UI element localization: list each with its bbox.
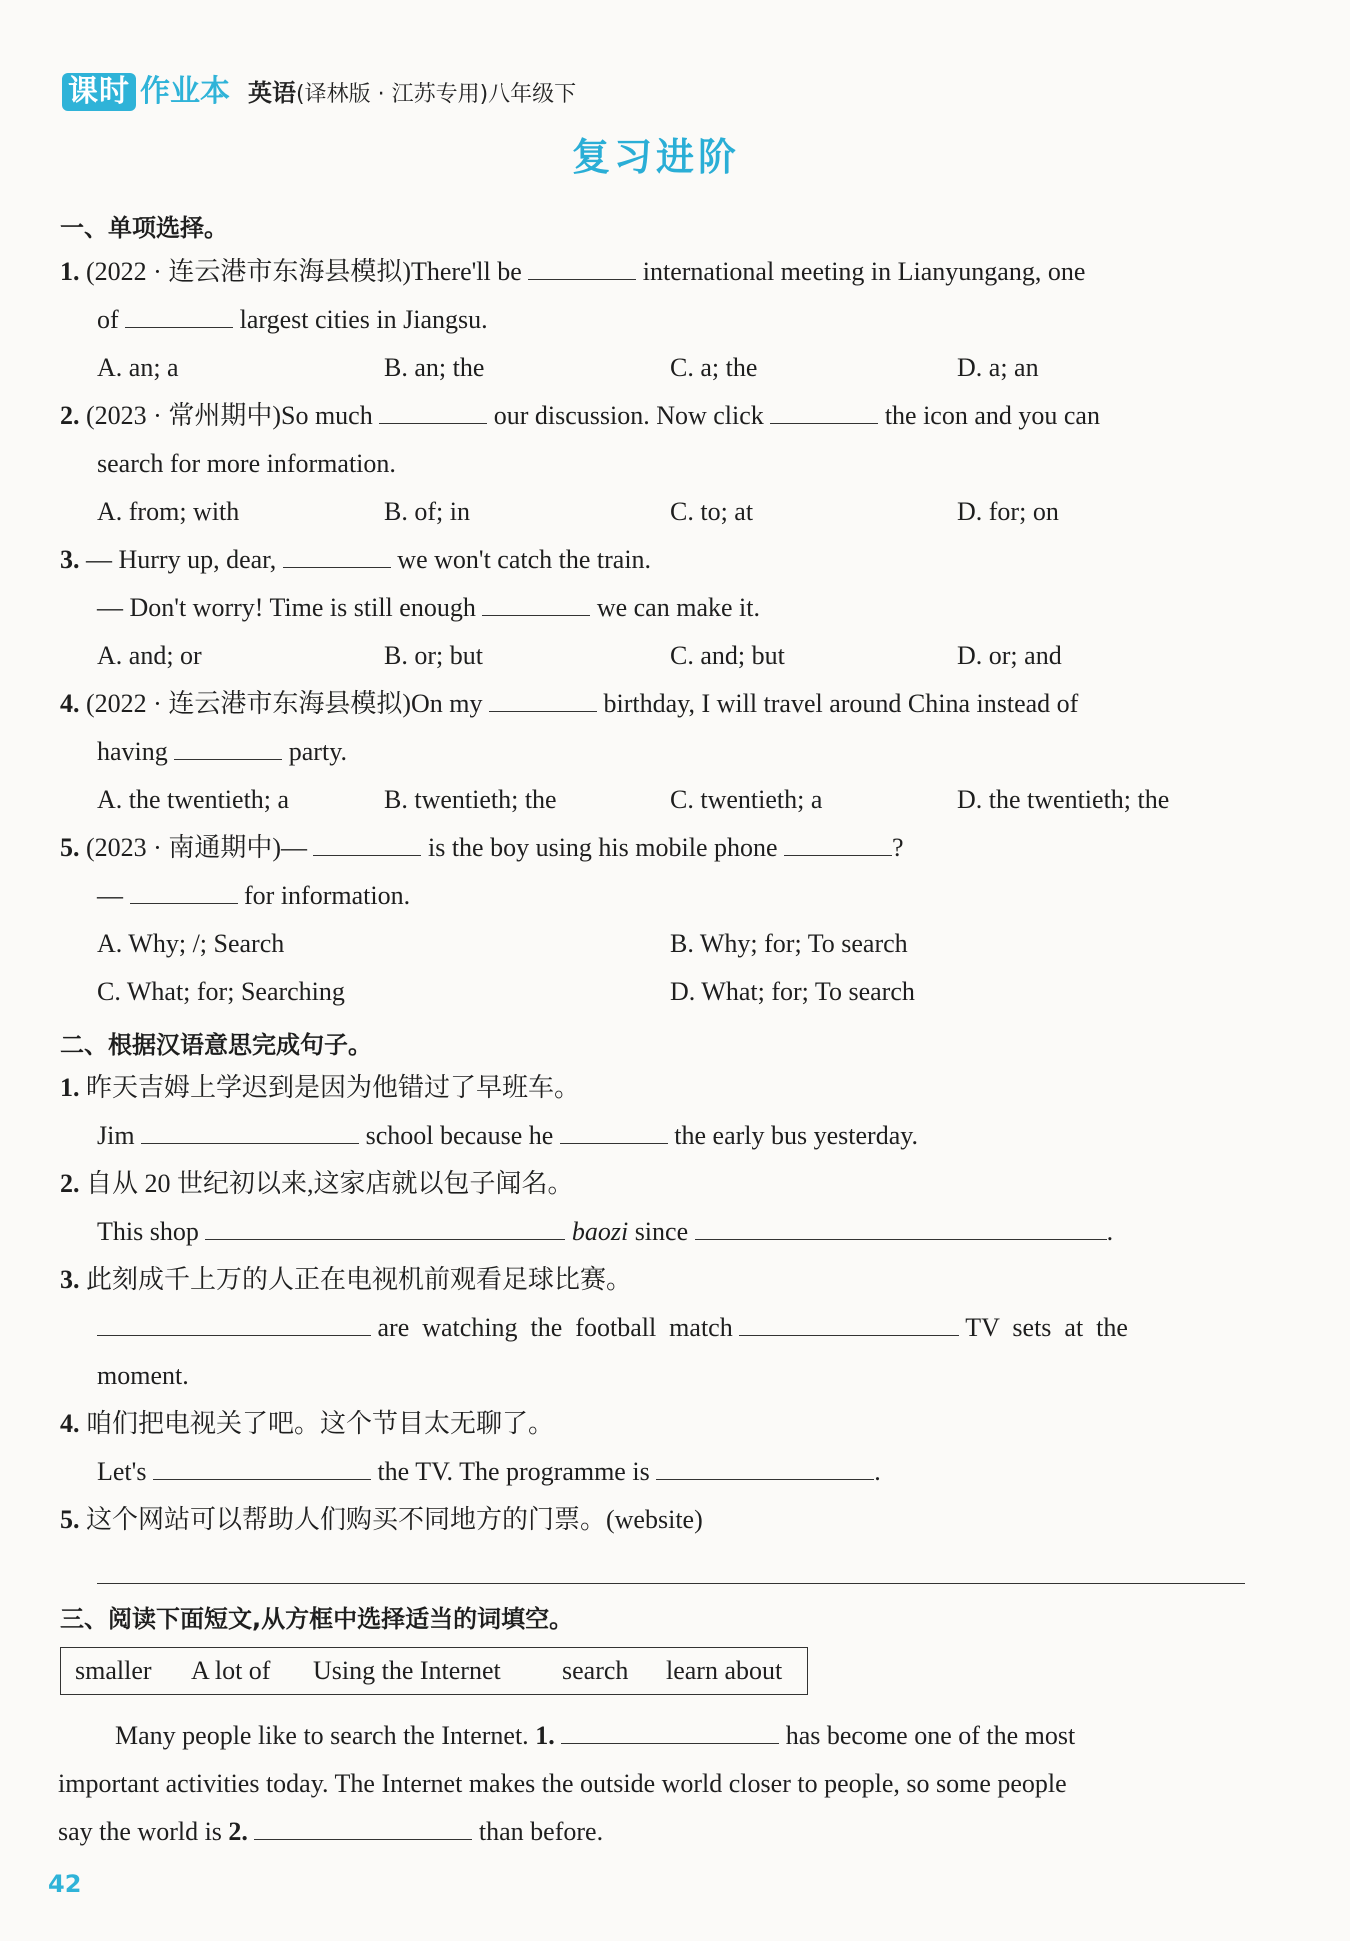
q5-text-b: is the boy using his mobile phone <box>427 833 778 862</box>
s2-item2-blank-2[interactable] <box>695 1217 1107 1240</box>
q4-text-d: party. <box>288 737 347 766</box>
s2-item5-chinese: 这个网站可以帮助人们购买不同地方的门票。(website) <box>86 1505 703 1534</box>
s2-item3-blank-1[interactable] <box>97 1313 371 1336</box>
s2-item2-text-c: since <box>634 1217 689 1246</box>
q4-blank-2[interactable] <box>174 737 282 760</box>
q1-option-d[interactable]: D. a; an <box>957 353 1039 382</box>
passage-blank1-number: 1. <box>535 1721 555 1750</box>
q3-text-b: we won't catch the train. <box>397 545 652 574</box>
q5-line1 <box>60 833 904 863</box>
s2-item5-number: 5. <box>60 1505 80 1534</box>
s2-item2-number: 2. <box>60 1169 80 1198</box>
q1-option-b[interactable]: B. an; the <box>384 353 485 382</box>
passage-blank2-number: 2. <box>228 1817 248 1846</box>
q3-option-b[interactable]: B. or; but <box>384 641 483 670</box>
s2-item1-number: 1. <box>60 1073 80 1102</box>
passage-text-b: has become one of the most <box>785 1721 1076 1750</box>
q2-blank-2[interactable] <box>770 401 878 424</box>
q4-option-c[interactable]: C. twentieth; a <box>670 785 823 814</box>
q5-blank-3[interactable] <box>130 881 238 904</box>
passage-line2: important activities today. The Internet makes the outside world closer to people, so some people <box>58 1769 1067 1798</box>
q3-text-d: we can make it. <box>596 593 760 622</box>
q5-blank-1[interactable] <box>313 833 421 856</box>
q2-option-a[interactable]: A. from; with <box>97 497 240 526</box>
q1-text-a: There'll be <box>410 257 522 286</box>
q5-text-a: — <box>280 833 307 862</box>
q1-source: (2022 · 连云港市东海县模拟) <box>86 257 411 286</box>
word-box <box>60 1647 808 1695</box>
passage-text-a: Many people like to search the Internet. <box>115 1721 529 1750</box>
s2-item4-cn <box>60 1409 554 1439</box>
logo-badge: 课时 <box>62 73 136 111</box>
s2-item4-text-a: Let's <box>97 1457 147 1486</box>
header <box>62 66 576 111</box>
passage-blank-2[interactable] <box>254 1817 472 1840</box>
q3-line2 <box>97 593 760 623</box>
logo-text: 作业本 <box>140 74 230 109</box>
s2-item1-text-a: Jim <box>97 1121 135 1150</box>
section3-heading: 三、阅读下面短文,从方框中选择适当的词填空。 <box>60 1605 574 1633</box>
s2-item2-text-a: This shop <box>97 1217 199 1246</box>
s2-item3-text-b: TV sets at the <box>965 1313 1128 1342</box>
q3-option-d[interactable]: D. or; and <box>957 641 1062 670</box>
q5-source: (2023 · 南通期中) <box>86 833 281 862</box>
s2-item2-en <box>97 1217 1113 1247</box>
q1-text-b: international meeting in Lianyungang, one <box>642 257 1086 286</box>
q1-blank-2[interactable] <box>125 305 233 328</box>
q1-number: 1. <box>60 257 80 286</box>
page-title: 复习进阶 <box>572 134 741 179</box>
q5-blank-2[interactable] <box>784 833 892 856</box>
q2-text-b: our discussion. Now click <box>493 401 764 430</box>
q2-line2: search for more information. <box>97 449 396 478</box>
q1-option-a[interactable]: A. an; a <box>97 353 179 382</box>
s2-item2-text-d: . <box>1106 1217 1114 1246</box>
s2-item3-en <box>97 1313 1128 1343</box>
s2-item1-text-c: the early bus yesterday. <box>674 1121 919 1150</box>
section1-heading: 一、单项选择。 <box>60 214 228 242</box>
q4-source: (2022 · 连云港市东海县模拟) <box>86 689 411 718</box>
q4-option-b[interactable]: B. twentieth; the <box>384 785 557 814</box>
q3-text-c: — Don't worry! Time is still enough <box>97 593 476 622</box>
word-box-item: Using the Internet <box>313 1656 501 1685</box>
s2-item1-blank-2[interactable] <box>560 1121 668 1144</box>
q5-option-b[interactable]: B. Why; for; To search <box>670 929 908 958</box>
q5-option-a[interactable]: A. Why; /; Search <box>97 929 285 958</box>
s2-item1-text-b: school because he <box>365 1121 554 1150</box>
word-box-item: learn about <box>666 1656 783 1685</box>
q2-option-d[interactable]: D. for; on <box>957 497 1059 526</box>
q3-text-a: — Hurry up, dear, <box>86 545 277 574</box>
passage-line1 <box>115 1721 1075 1751</box>
s2-item4-en <box>97 1457 881 1487</box>
page-number: 42 <box>48 1870 82 1898</box>
s2-item3-en-line2: moment. <box>97 1361 189 1390</box>
q5-text-d: — <box>97 881 123 910</box>
q2-source: (2023 · 常州期中) <box>86 401 281 430</box>
q5-line2 <box>97 881 410 911</box>
s2-item3-text-a: are watching the football match <box>377 1313 733 1342</box>
q3-option-c[interactable]: C. and; but <box>670 641 785 670</box>
q1-line1 <box>60 257 1085 287</box>
q4-blank-1[interactable] <box>489 689 597 712</box>
q4-line1 <box>60 689 1078 719</box>
passage-text-d: than before. <box>478 1817 604 1846</box>
q5-text-e: for information. <box>244 881 411 910</box>
s2-item2-chinese: 自从 20 世纪初以来,这家店就以包子闻名。 <box>86 1169 574 1198</box>
q2-number: 2. <box>60 401 80 430</box>
s2-item1-chinese: 昨天吉姆上学迟到是因为他错过了早班车。 <box>86 1073 581 1102</box>
q5-option-d[interactable]: D. What; for; To search <box>670 977 915 1006</box>
passage-text-c: say the world is <box>58 1817 222 1846</box>
q1-line2 <box>97 305 488 335</box>
s2-item3-number: 3. <box>60 1265 80 1294</box>
q2-line1 <box>60 401 1100 431</box>
q1-text-c: of <box>97 305 119 334</box>
s2-item4-text-b: the TV. The programme is <box>377 1457 650 1486</box>
s2-item1-cn <box>60 1073 580 1103</box>
s2-item3-cn <box>60 1265 632 1295</box>
s2-item4-blank-2[interactable] <box>656 1457 874 1480</box>
word-box-item: smaller <box>75 1656 152 1685</box>
q4-text-b: birthday, I will travel around China instead of <box>603 689 1079 718</box>
q3-option-a[interactable]: A. and; or <box>97 641 202 670</box>
q2-text-c: the icon and you can <box>884 401 1100 430</box>
s2-item3-blank-2[interactable] <box>739 1313 959 1336</box>
s2-item1-en <box>97 1121 918 1151</box>
word-box-item: A lot of <box>191 1656 271 1685</box>
s2-item4-text-c: . <box>874 1457 881 1486</box>
s2-item1-blank-1[interactable] <box>141 1121 359 1144</box>
q3-line1 <box>60 545 651 575</box>
passage-line3 <box>58 1817 603 1847</box>
q2-blank-1[interactable] <box>379 401 487 424</box>
q2-option-c[interactable]: C. to; at <box>670 497 754 526</box>
q1-option-c[interactable]: C. a; the <box>670 353 758 382</box>
s2-item3-chinese: 此刻成千上万的人正在电视机前观看足球比赛。 <box>86 1265 633 1294</box>
passage-blank-1[interactable] <box>561 1721 779 1744</box>
s2-item4-blank-1[interactable] <box>153 1457 371 1480</box>
q5-text-c: ? <box>892 833 904 862</box>
q2-text-a: So much <box>280 401 373 430</box>
q5-number: 5. <box>60 833 80 862</box>
q4-option-a[interactable]: A. the twentieth; a <box>97 785 290 814</box>
q1-text-d: largest cities in Jiangsu. <box>239 305 488 334</box>
q4-option-d[interactable]: D. the twentieth; the <box>957 785 1170 814</box>
s2-item5-cn <box>60 1505 703 1535</box>
s2-item4-chinese: 咱们把电视关了吧。这个节目太无聊了。 <box>86 1409 555 1438</box>
q4-number: 4. <box>60 689 80 718</box>
q4-line2 <box>97 737 347 767</box>
section2-heading: 二、根据汉语意思完成句子。 <box>60 1031 372 1059</box>
word-box-item: search <box>562 1656 629 1685</box>
q2-option-b[interactable]: B. of; in <box>384 497 470 526</box>
s2-item4-number: 4. <box>60 1409 80 1438</box>
q1-blank-1[interactable] <box>528 257 636 280</box>
q3-blank-1[interactable] <box>283 545 391 568</box>
s2-item2-text-b: baozi <box>571 1217 629 1246</box>
subject-detail: (译林版 · 江苏专用)八年级下 <box>296 82 577 107</box>
s2-item5-answer-line[interactable] <box>97 1583 1245 1584</box>
s2-item2-cn <box>60 1169 574 1199</box>
subject-line <box>248 79 577 107</box>
q3-number: 3. <box>60 545 80 574</box>
q4-text-c: having <box>97 737 168 766</box>
q5-option-c[interactable]: C. What; for; Searching <box>97 977 345 1006</box>
q3-blank-2[interactable] <box>482 593 590 616</box>
s2-item2-blank-1[interactable] <box>205 1217 565 1240</box>
q4-text-a: On my <box>410 689 483 718</box>
subject-name: 英语 <box>248 79 296 107</box>
